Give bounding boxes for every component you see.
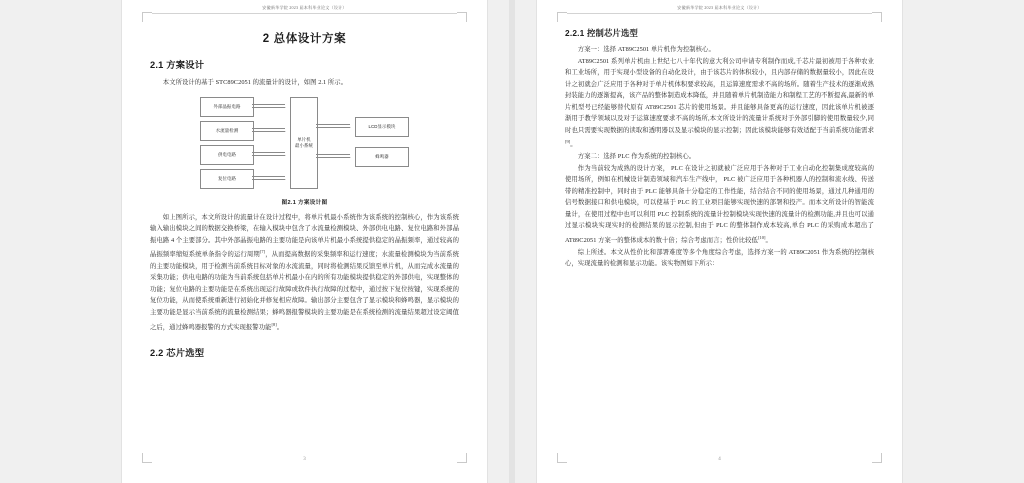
plan-two-lead: 方案二：选择 PLC 作为系统的控制核心。 — [577, 153, 696, 161]
chapter-title: 2 总体设计方案 — [262, 33, 347, 45]
diagram-arrow-reset-to-mcu — [252, 176, 286, 180]
intro-paragraph: 本文所设计的基于 STC89C2051 的流量计的设计，如图 2.1 所示。 — [162, 79, 348, 86]
header-divider-left — [152, 13, 457, 14]
page-number-left: 3 — [303, 457, 306, 462]
block-diagram — [150, 95, 459, 193]
citation-ref-8: [8] — [271, 321, 277, 327]
diagram-arrow-crystal-to-mcu — [252, 104, 286, 108]
page-content-right — [565, 4, 874, 479]
plan-one-body-end: 。 — [570, 141, 577, 149]
diagram-block-crystal-circuit: 外部晶振电路 — [200, 97, 254, 117]
body-paragraph-part1: 如上图所示，本文所设计的流量计在设计过程中，将单片机最小系统作为该系统的控制核心，作为该系统输入输出模块之间的数据交换桥梁，在输入模块中包含了水流量检测模块、外部供电电路、复位电路和外部晶振电路 4 个主要部分。其中外部晶振电路的主要功能是向该单片机最小系统提供稳定的晶振频率，通过较高的晶振频率缩短系统单条指令的运行周期 — [150, 213, 459, 259]
diagram-block-reset-circuit: 复位电路 — [200, 169, 254, 189]
body-paragraph-part3: 。 — [276, 323, 284, 331]
diagram-arrow-mcu-to-buzzer — [316, 154, 351, 158]
plan-two-body — [565, 163, 874, 247]
page-gutter — [509, 0, 515, 483]
mcu-core-label-line2: 最小系统 — [295, 142, 313, 148]
diagram-block-mcu-core — [290, 97, 318, 189]
figure-2-1 — [150, 95, 459, 206]
plan-one-lead: 方案一：选择 AT89C2501 单片机作为控制核心。 — [577, 46, 715, 53]
subsection-title-2-2-1: 2.2.1 控制芯片选型 — [565, 28, 638, 38]
section-title-2-2: 2.2 芯片选型 — [150, 348, 205, 359]
citation-ref-7: [7] — [259, 249, 266, 255]
diagram-block-power-circuit: 供电电路 — [200, 145, 254, 165]
left-outer-margin — [0, 0, 100, 483]
diagram-arrow-flow-to-mcu — [252, 128, 286, 132]
diagram-block-flow-detection: 水流量检测 — [200, 121, 254, 141]
plan-one-body — [565, 56, 874, 151]
document-page-right[interactable] — [537, 0, 902, 483]
diagram-block-buzzer: 蜂鸣器 — [355, 147, 409, 167]
running-header-left: 安徽新华学院 2023 届本科毕业论文（设计） — [262, 5, 347, 10]
body-paragraph-part2: ，从而提高数据的采集频率和运行速度；水流量检测模块为当前系统的主要功能模块，用于检测当前系统目标对象的水流流量，同时将检测结果反馈至单片机，从而完成水流量的采集功能；供电电路的功能为当前系统包括单片机最小在内的所有功能模块提供稳定的外部供电，实现整体的功能；复位电路的主要功能是在系统出现运行故障或软件执行故障的过程中，通过按下复位按键，实现系统的复位功能，从而使系统重新进行初始化并修复相应故障。输出部分主要包含了显示模块和蜂鸣器，显示模块的主要功能是显示当前系统的流量检测结果；蜂鸣器报警模块的主要功能是在系统检测的流量结果超过设定阈值之后，通过蜂鸣器报警的方式实现报警功能 — [150, 251, 459, 331]
body-paragraph-left — [150, 212, 459, 334]
section-title-2-1: 2.1 方案设计 — [150, 60, 205, 70]
citation-ref-9: [9] — [565, 139, 571, 145]
diagram-arrow-power-to-mcu — [252, 152, 286, 156]
figure-caption-2-1: 图2.1 方案设计图 — [281, 199, 328, 206]
page-content-left — [150, 4, 459, 479]
diagram-block-lcd-module: LCD显示模块 — [355, 117, 409, 137]
citation-ref-10: [10] — [757, 234, 766, 240]
document-page-left[interactable] — [122, 0, 487, 483]
page-number-right: 4 — [718, 457, 721, 462]
diagram-arrow-mcu-to-lcd — [316, 124, 351, 128]
header-divider-right — [567, 13, 872, 14]
plan-one-body-text: AT89C2501 系列单片机由上世纪七八十年代的意大利公司申请专利制作而成,千芯片最初被用于各种农业和工业场所，用于实现小型设备的自动化设计，由于该芯片的体积较小，且内部存储的数据量较小，因此在设计之初就会广泛应用于各种对于单片机体积要求较高，且运算速度需求不高的场所。随着生产技术的逐渐成熟封装能力的逐渐提高，该产品的整体制造成本降低，并且随着单片机制造能力和制程工艺的不断提高,最新的单片机型号已经能够替代原有 AT89C2501 芯片的使用场景。并且能够具备更高的运行速度，因此该单片机被逐渐用于教学领域以及对于运算速度要求不高的场所,本文所设计的流量计系统对于外部引脚的使用数量较少,同时也只需要实现数据的读取和透明器以及显示模块的显示控制；因此该模块能够有效适配于当前系统功能需求 — [565, 57, 874, 134]
mcu-core-label-line1: 单片机 — [297, 136, 311, 142]
plan-two-body-text: 作为当前较为成熟的设计方案， PLC 在设计之初就被广泛应用于各种对于工业自动化控制集成度较高的使用场所，例如在机械设计制造领域和汽车生产线中， PLC 被广泛应用于各种机器人的控制和流水线、传送带的精准控制中，同时由于 PLC 能够具备十分稳定的工作性能，结合结合不同的使用场景，通过几种通用的信号数据接口和供电模块，可以使基于 PLC 的工业项目能够实现快速的部署和投产。而本文所设计的智能流量计，在使用过程中也可以利用 PLC 控制系统的流量计控制模块实现快速的流量计的检测功能,并且也可以通过显示模块实现实时的检测结果的显示控制,但由于 PLC 的整体制作成本较高,单台 PLC 的采购成本超出了 AT89C2051 方案一的整体成本的数十倍；综合考虑而言；性价比较低 — [565, 164, 874, 244]
plan-two-body-end: 。 — [765, 236, 772, 244]
running-header-right: 安徽新华学院 2023 届本科毕业论文（设计） — [677, 5, 762, 10]
conclusion-paragraph: 综上所述。本文从性价比和部署难度等多个角度综合考虑，选择方案一的 AT89C2051 作为系统的控制核心，实现流量的检测和显示功能。该实物图如下所示： — [565, 248, 874, 268]
right-outer-margin — [924, 0, 1024, 483]
